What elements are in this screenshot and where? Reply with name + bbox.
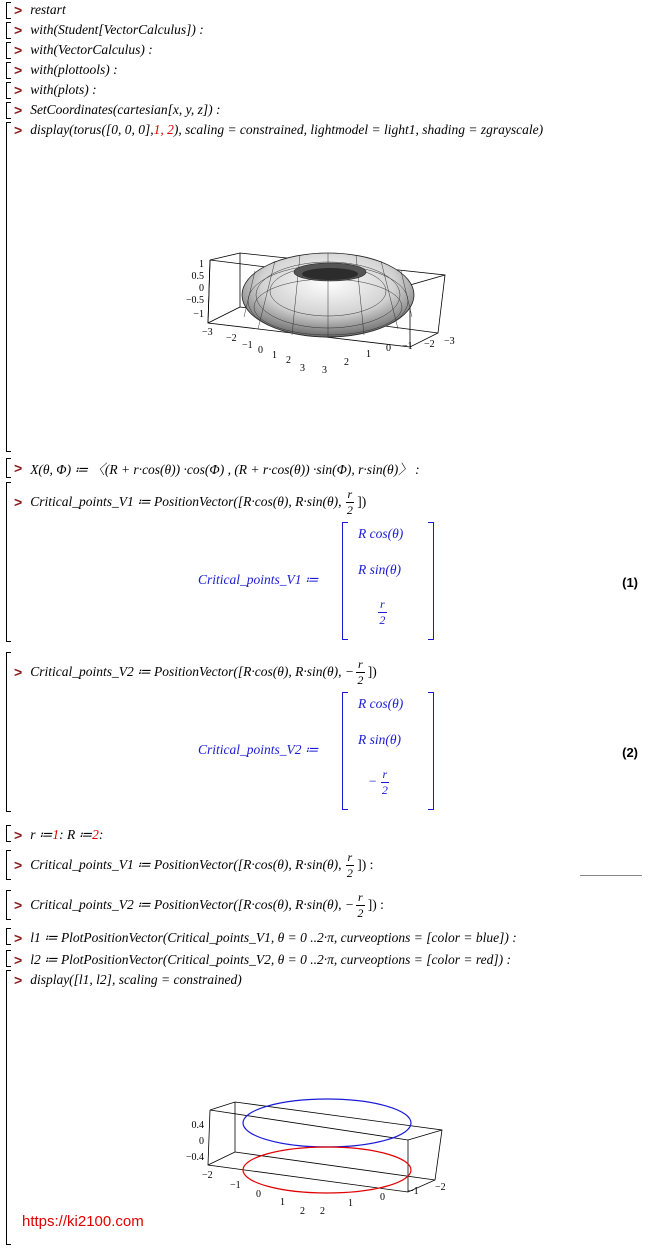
- z-tick-label: 0.4: [191, 1120, 204, 1131]
- prompt-icon: >: [14, 2, 23, 18]
- vector-entry: R cos(θ): [358, 696, 404, 711]
- prompt-icon: >: [14, 897, 23, 913]
- input-line-l2[interactable]: [14, 950, 511, 970]
- input-line-display-curves[interactable]: [14, 970, 242, 990]
- y-tick-label: 2: [320, 1206, 325, 1217]
- group-bracket: [6, 122, 7, 452]
- y-tick-label: 1: [348, 1198, 353, 1209]
- x-tick-label: 0: [258, 345, 263, 356]
- group-bracket: [6, 825, 7, 842]
- input-line-l1[interactable]: [14, 928, 517, 948]
- input-line-critical-v2-2[interactable]: [14, 889, 384, 920]
- prompt-icon: >: [14, 972, 23, 988]
- input-text: l1 ≔ PlotPositionVector(Critical_points_V1, θ = 0 ..2·π, curveoptions = [color = blue]) :: [30, 930, 517, 945]
- input-line-critical-v1-2[interactable]: [14, 849, 374, 880]
- fraction: $\frac{r}{2}$: [346, 486, 353, 517]
- input-text-red: 2: [92, 827, 99, 842]
- input-line[interactable]: [14, 60, 118, 80]
- divider: [580, 875, 642, 876]
- input-line[interactable]: [14, 80, 97, 100]
- z-tick-label: −1: [193, 309, 204, 320]
- y-tick-label: 0: [380, 1192, 385, 1203]
- fraction: $\frac{r}{2}$: [357, 656, 364, 687]
- input-line-critical-v2[interactable]: > Critical_points_V2 ≔ PositionVector([R·cos(θ), R·sin(θ), − $\frac{r}{2}$ ]): [14, 656, 377, 687]
- input-text-red: 1: [52, 827, 60, 842]
- prompt-icon: >: [14, 857, 23, 873]
- prompt-icon: >: [14, 42, 23, 58]
- vector-entry-fraction: − $\frac{r}{2}$: [368, 767, 388, 797]
- y-tick-label: 1: [366, 349, 371, 360]
- group-bracket: [6, 482, 7, 642]
- input-line-display-torus[interactable]: [14, 120, 543, 140]
- input-text: display([l1, l2], scaling = constrained): [30, 972, 242, 987]
- prompt-icon: >: [14, 62, 23, 78]
- input-text: Critical_points_V1 ≔ PositionVector([R·cos(θ), R·sin(θ),: [30, 857, 342, 872]
- input-line[interactable]: [14, 40, 153, 60]
- prompt-icon: >: [14, 22, 23, 38]
- input-text: ]) :: [367, 897, 384, 912]
- input-line[interactable]: [14, 100, 221, 120]
- group-bracket: [6, 850, 7, 880]
- group-bracket: [6, 62, 7, 79]
- torus-plot[interactable]: [180, 245, 470, 380]
- prompt-icon: >: [14, 930, 23, 946]
- prompt-icon: >: [14, 494, 23, 510]
- curves-plot[interactable]: [180, 1090, 465, 1220]
- group-bracket: [6, 2, 7, 19]
- prompt-icon: >: [14, 664, 23, 680]
- x-tick-label: 2: [286, 355, 291, 366]
- input-text: SetCoordinates(cartesian[x, y, z]) :: [30, 102, 221, 117]
- input-text: Critical_points_V2 ≔ PositionVector([R·cos(θ), R·sin(θ), −: [30, 897, 355, 912]
- input-line-parametrization[interactable]: [14, 458, 420, 478]
- vector-entry: R cos(θ): [358, 526, 404, 541]
- watermark-link[interactable]: https://ki2100.com: [22, 1213, 144, 1230]
- group-bracket: [6, 950, 7, 967]
- group-bracket: [6, 82, 7, 99]
- input-text: :: [98, 827, 104, 842]
- y-tick-label: 2: [344, 357, 349, 368]
- prompt-icon: >: [14, 102, 23, 118]
- input-line[interactable]: [14, 20, 204, 40]
- x-tick-label: 1: [272, 350, 277, 361]
- prompt-icon: >: [14, 122, 23, 138]
- equation-label: (2): [622, 745, 638, 760]
- fraction: $\frac{r}{2}$: [357, 889, 364, 920]
- group-bracket: [6, 652, 7, 812]
- group-bracket: [6, 458, 7, 478]
- x-tick-label: −1: [230, 1180, 241, 1191]
- input-line-critical-v1[interactable]: > Critical_points_V1 ≔ PositionVector([R·cos(θ), R·sin(θ), $\frac{r}{2}$ ]): [14, 486, 367, 517]
- prompt-icon: >: [14, 460, 23, 476]
- z-tick-label: 0.5: [191, 271, 204, 282]
- x-tick-label: 1: [280, 1197, 285, 1208]
- fraction: $\frac{r}{2}$: [346, 849, 353, 880]
- blue-curve: [243, 1099, 411, 1147]
- y-tick-label: −2: [435, 1182, 446, 1193]
- vector-entry: R sin(θ): [358, 732, 401, 747]
- x-tick-label: −1: [242, 340, 253, 351]
- y-tick-label: −2: [424, 339, 435, 350]
- x-tick-label: 3: [300, 363, 305, 374]
- input-text: display(torus([0, 0, 0],: [30, 122, 154, 137]
- x-tick-label: 0: [256, 1189, 261, 1200]
- prompt-icon: >: [14, 827, 23, 843]
- y-tick-label: 3: [322, 365, 327, 376]
- group-bracket: [6, 102, 7, 119]
- red-curve: [243, 1147, 411, 1193]
- input-line-assign[interactable]: [14, 825, 103, 845]
- input-text: with(Student[VectorCalculus]) :: [30, 22, 204, 37]
- z-tick-label: 0: [199, 283, 204, 294]
- input-text-red: 1, 2: [153, 122, 174, 137]
- group-bracket: [6, 970, 7, 1245]
- input-text: : R ≔: [59, 827, 93, 842]
- x-tick-label: −2: [226, 333, 237, 344]
- vector-entry-fraction: $\frac{r}{2}$: [379, 597, 386, 627]
- y-tick-label: −1: [402, 341, 413, 352]
- input-text: with(plottools) :: [30, 62, 118, 77]
- output-label-v1: Critical_points_V1 ≔: [198, 572, 319, 587]
- group-bracket: [6, 928, 7, 945]
- input-text: ]) :: [357, 857, 374, 872]
- x-tick-label: −2: [202, 1170, 213, 1181]
- y-tick-label: −1: [408, 1186, 419, 1197]
- x-tick-label: 2: [300, 1206, 305, 1217]
- vector-entry: R sin(θ): [358, 562, 401, 577]
- x-tick-label: −3: [202, 327, 213, 338]
- group-bracket: [6, 890, 7, 920]
- z-tick-label: 0: [199, 1136, 204, 1147]
- input-text: ), scaling = constrained, lightmodel = light1, shading = zgrayscale): [173, 122, 544, 137]
- z-tick-label: −0.5: [185, 295, 204, 306]
- group-bracket: [6, 22, 7, 39]
- input-text: r ≔: [30, 827, 53, 842]
- y-tick-label: −3: [444, 336, 455, 347]
- input-line-restart[interactable]: [14, 0, 66, 20]
- input-text: l2 ≔ PlotPositionVector(Critical_points_V2, θ = 0 ..2·π, curveoptions = [color = red]) :: [30, 952, 511, 967]
- y-tick-label: 0: [386, 343, 391, 354]
- z-tick-label: 1: [199, 259, 204, 270]
- input-text: Critical_points_V2 ≔ PositionVector([R·cos(θ), R·sin(θ), −: [30, 664, 355, 679]
- prompt-icon: >: [14, 82, 23, 98]
- input-text: X(θ, Φ) ≔ 〈(R + r·cos(θ)) ·cos(Φ) , (R + r·cos(θ)) ·sin(Φ), r·sin(θ)〉 :: [30, 462, 420, 477]
- input-text: with(plots) :: [30, 82, 97, 97]
- group-bracket: [6, 42, 7, 59]
- input-text: with(VectorCalculus) :: [30, 42, 153, 57]
- z-tick-label: −0.4: [185, 1152, 204, 1163]
- prompt-icon: >: [14, 952, 23, 968]
- equation-label: (1): [622, 575, 638, 590]
- input-text: Critical_points_V1 ≔ PositionVector([R·cos(θ), R·sin(θ),: [30, 494, 342, 509]
- input-text: restart: [30, 2, 66, 17]
- output-label-v2: Critical_points_V2 ≔: [198, 742, 319, 757]
